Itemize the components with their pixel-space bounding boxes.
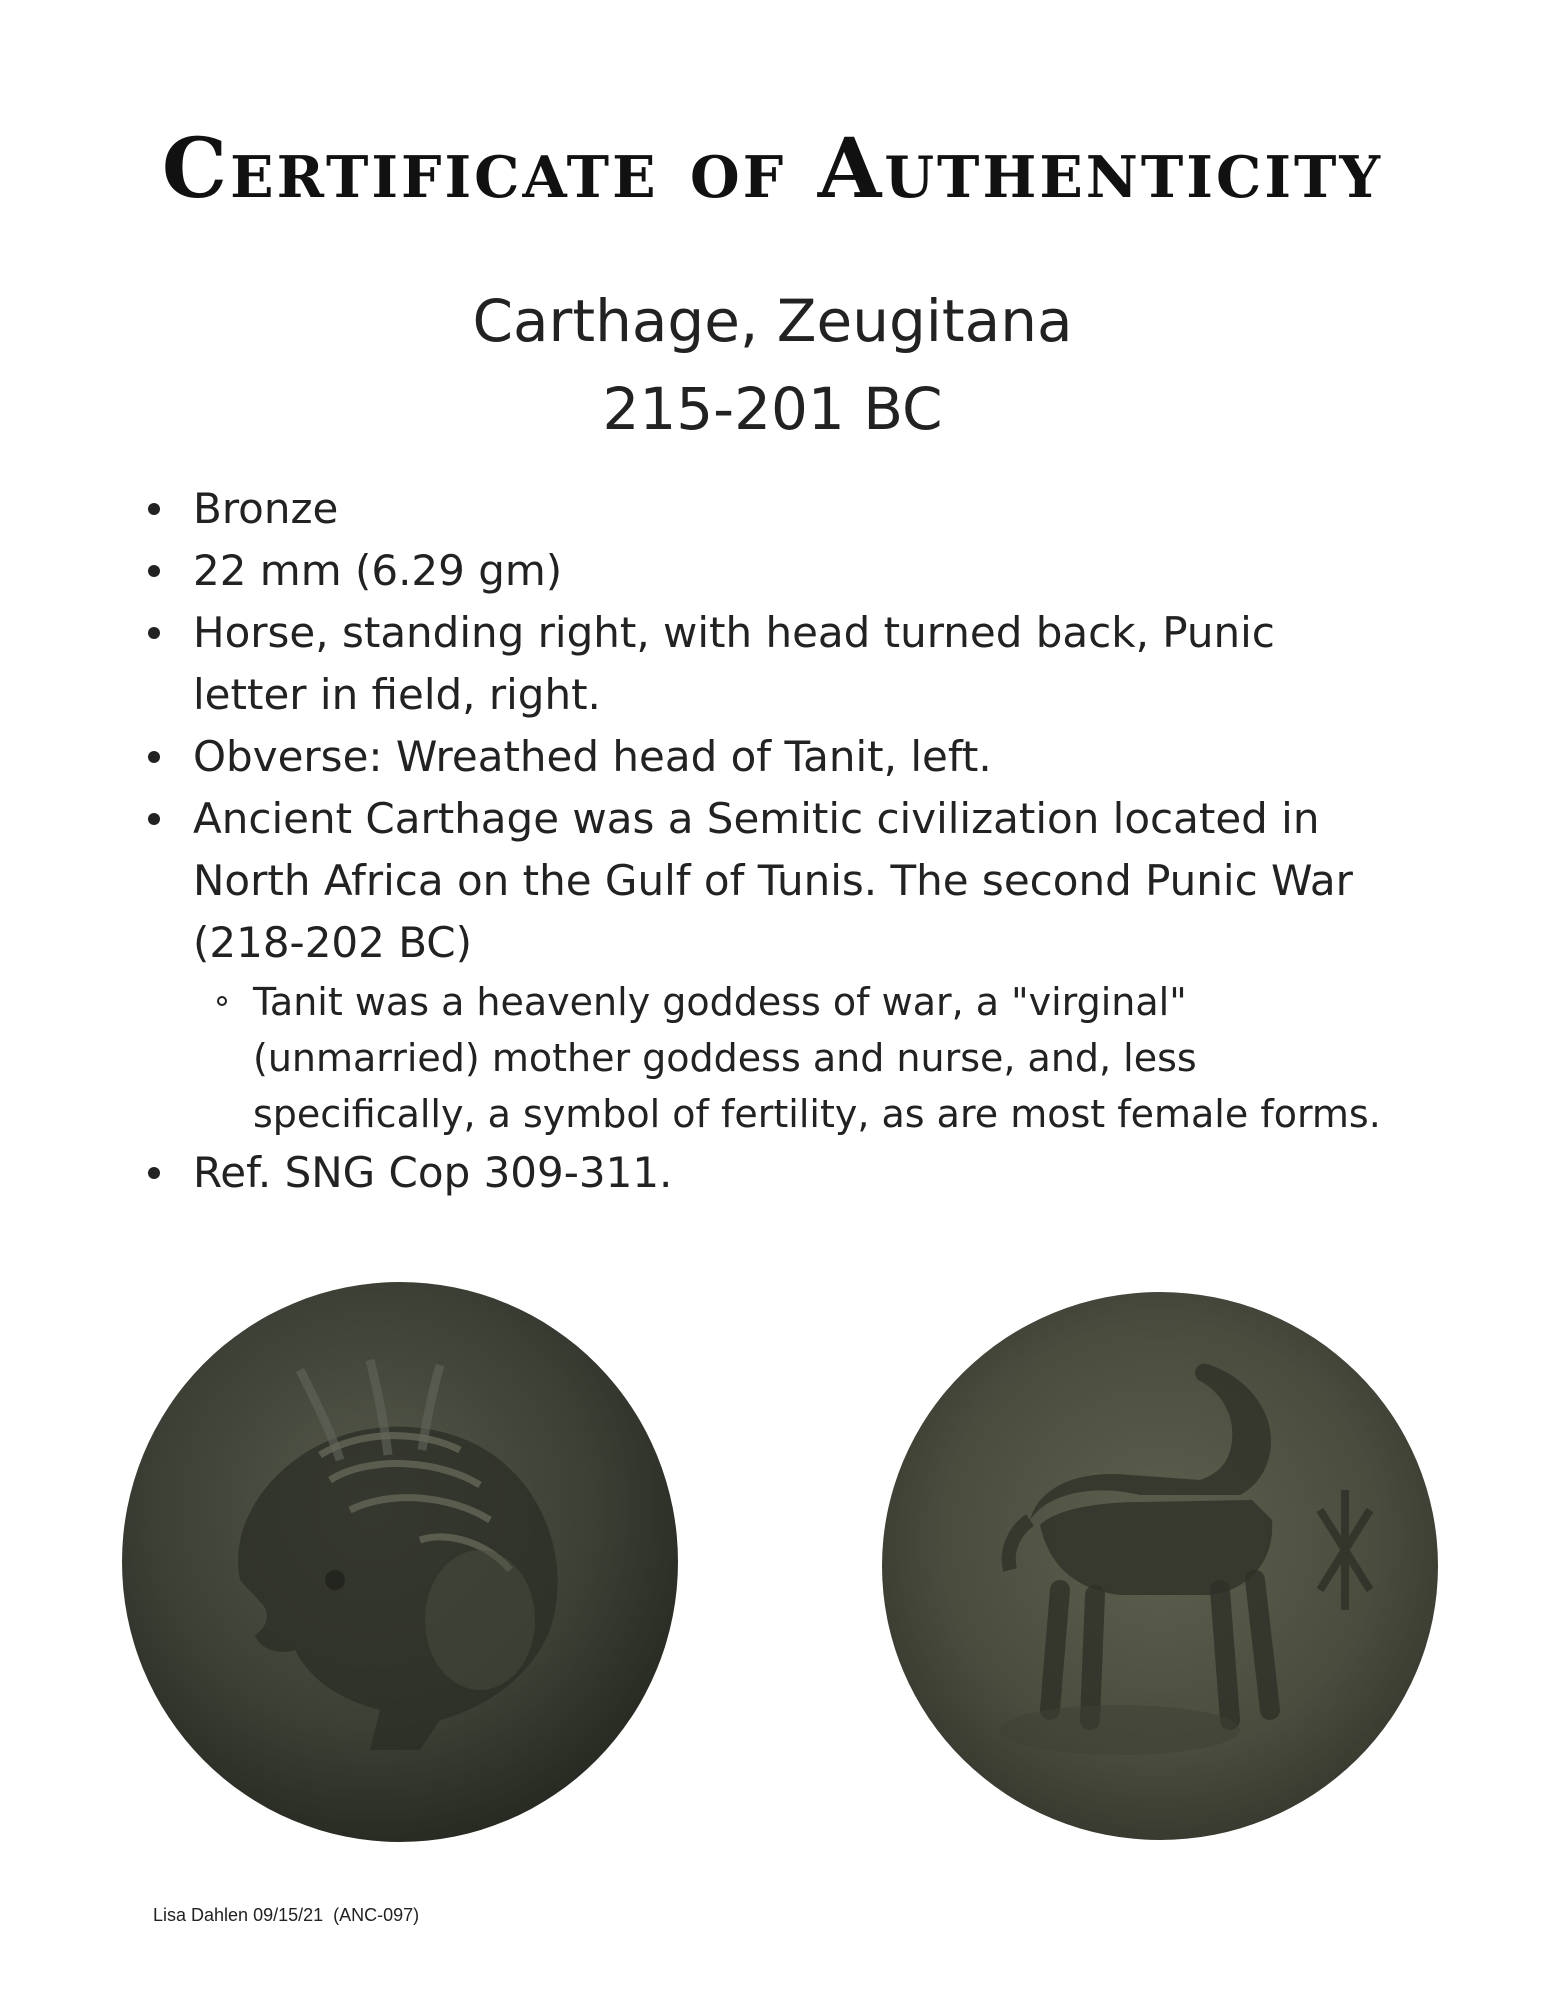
detail-reference [0, 1142, 1545, 1204]
detail-reverse-description-text: Horse, standing right, with head turned back, Punic letter in field, right. [193, 608, 1275, 719]
certificate-title: Certificate of Authenticity [161, 121, 1384, 217]
detail-size-weight-text: 22 mm (6.29 gm) [193, 546, 563, 595]
sub-detail-tanit-text: Tanit was a heavenly goddess of war, a "virginal" (unmarried) mother goddess and nurse, and, less specifically, a symbol of fertility, as are most female forms. [253, 980, 1381, 1136]
sub-detail-tanit [253, 974, 1395, 1142]
coin-origin: Carthage, Zeugitana [472, 287, 1073, 355]
detail-history-text: Ancient Carthage was a Semitic civilization located in North Africa on the Gulf of Tunis. The second Punic War (218-202 BC) [193, 794, 1353, 967]
sub-details-list [193, 974, 1395, 1142]
obverse-coin-icon [120, 1280, 680, 1845]
detail-obverse-text: Obverse: Wreathed head of Tanit, left. [193, 732, 992, 781]
details-list [0, 478, 1545, 1204]
detail-reverse-description [0, 602, 1545, 726]
detail-material-text: Bronze [193, 484, 339, 533]
detail-size-weight [0, 540, 1545, 602]
coin-obverse-image [120, 1280, 680, 1845]
detail-obverse [0, 726, 1545, 788]
coin-date-range: 215-201 BC [602, 375, 943, 443]
detail-reference-text: Ref. SNG Cop 309-311. [193, 1148, 673, 1197]
footer-signature: Lisa Dahlen 09/15/21 (ANC-097) [153, 1905, 420, 1925]
coin-reverse-image [880, 1290, 1440, 1842]
detail-material [0, 478, 1545, 540]
reverse-coin-icon [880, 1290, 1440, 1842]
detail-history [0, 788, 1545, 1142]
